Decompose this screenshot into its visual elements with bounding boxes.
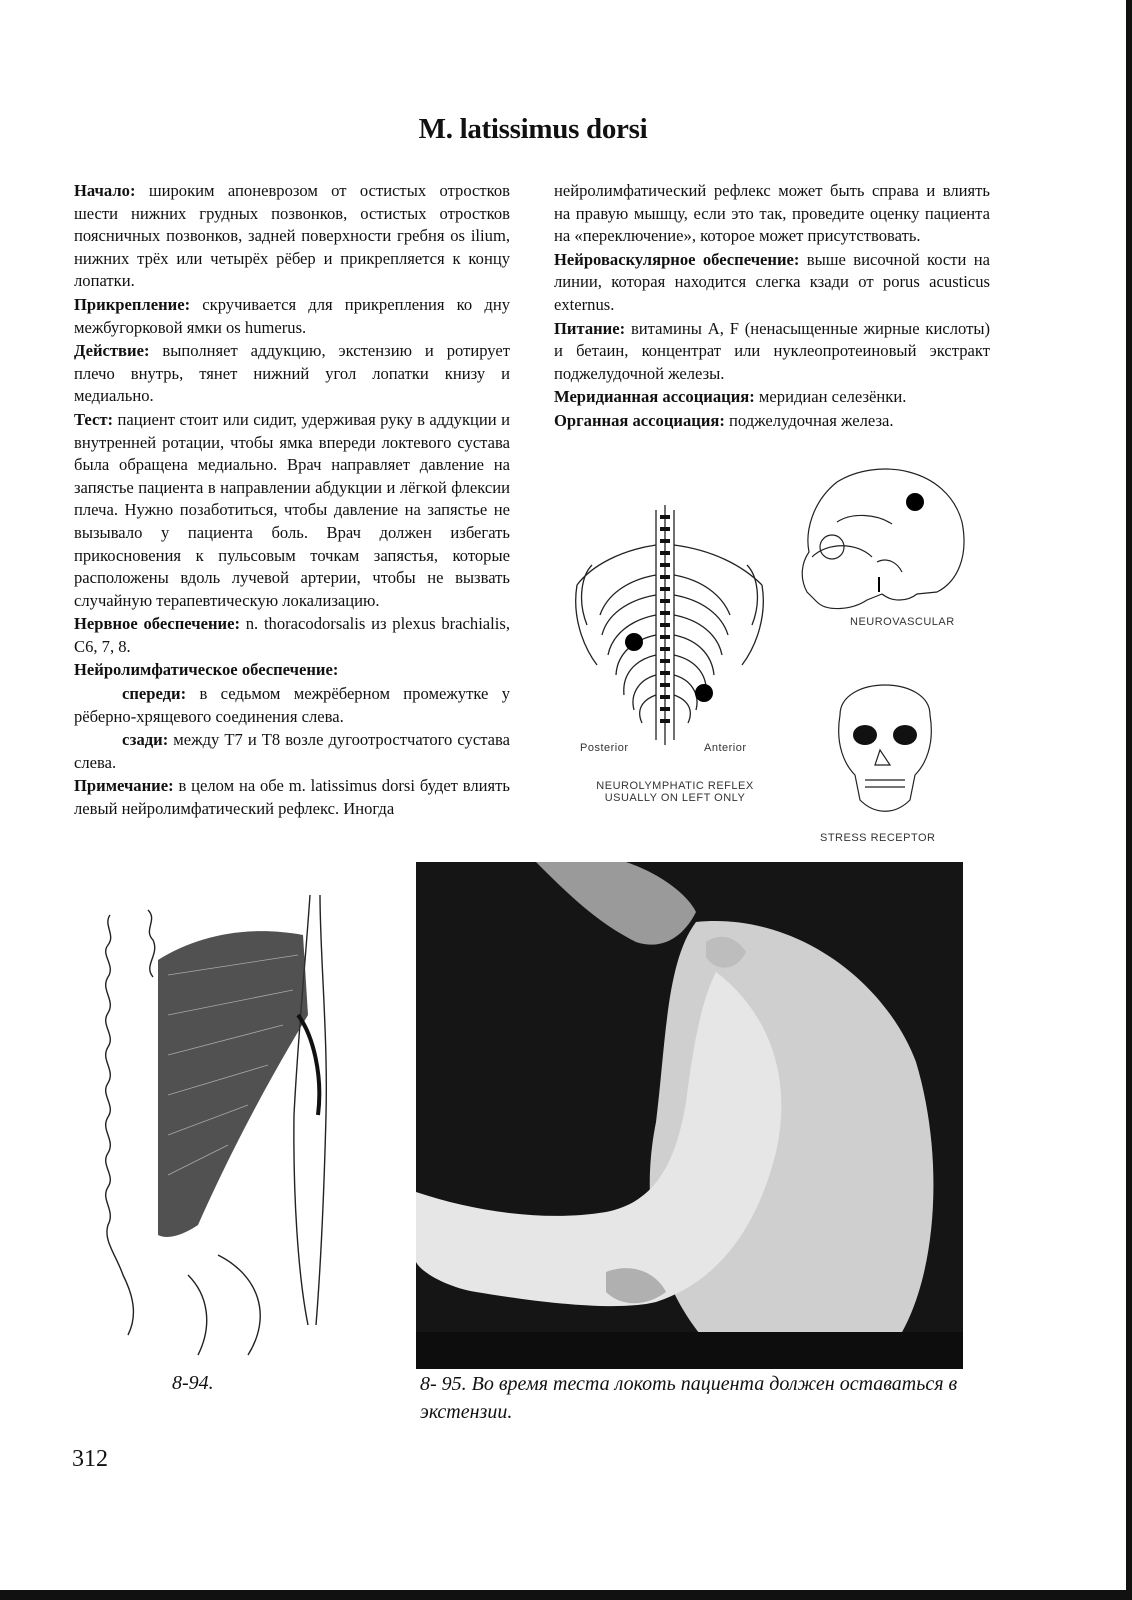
figure-8-94-caption: 8-94.	[172, 1372, 214, 1394]
neurovascular-point	[906, 493, 924, 511]
muscle-test-photo	[416, 862, 963, 1369]
text-note: в целом на обе m. latissimus dorsi будет влиять левый нейролимфатический рефлекс. Иногда	[74, 776, 510, 819]
skull-front-drawing	[820, 665, 950, 825]
latissimus-muscle-drawing	[98, 895, 348, 1360]
neurolymphatic-caption-line1: NEUROLYMPHATIC REFLEX	[596, 780, 754, 792]
right-column	[554, 180, 990, 434]
label-test: Тест:	[74, 409, 114, 429]
stress-receptor-left-eye	[853, 725, 877, 745]
text-organ: поджелудочная железа.	[724, 410, 894, 430]
label-neurolymphatic: Нейролимфатическое обеспечение:	[74, 660, 339, 680]
paragraph-neurovascular	[554, 249, 990, 317]
label-insertion: Прикрепление:	[74, 294, 191, 314]
text-nutrition: витамины A, F (ненасыщенные жирные кислоты) и бетаин, концентрат или нуклеопротеиновый экстракт поджелудочной железы.	[554, 318, 990, 383]
label-note: Примечание:	[74, 776, 174, 796]
skull-side-illustration	[797, 462, 972, 622]
label-anterior: спереди:	[122, 684, 187, 704]
label-nerve: Нервное обеспечение:	[74, 614, 240, 634]
label-action: Действие:	[74, 341, 150, 361]
stress-receptor-caption: STRESS RECEPTOR	[820, 832, 936, 844]
paragraph-note-continued	[554, 180, 990, 248]
latissimus-muscle-illustration	[98, 895, 348, 1360]
label-meridian: Меридианная ассоциация:	[554, 387, 755, 407]
label-anterior-figure: Anterior	[704, 742, 747, 754]
neurovascular-caption: NEUROVASCULAR	[850, 616, 955, 628]
text-nerve: n. thoracodorsalis из plexus brachialis, C6, 7, 8.	[74, 614, 510, 656]
paragraph-test	[74, 409, 510, 612]
stress-receptor-right-eye	[893, 725, 917, 745]
page-edge-bottom	[0, 1590, 1132, 1600]
label-origin: Начало:	[74, 181, 136, 200]
skull-front-illustration	[820, 665, 950, 825]
paragraph-note	[74, 775, 510, 820]
label-posterior-figure: Posterior	[580, 742, 629, 754]
text-meridian: меридиан селезёнки.	[754, 387, 907, 407]
paragraph-nerve	[74, 613, 510, 658]
label-organ: Органная ассоциация:	[554, 410, 725, 430]
paragraph-organ	[554, 410, 990, 433]
latissimus-muscle-belly	[158, 931, 308, 1237]
label-nutrition: Питание:	[554, 318, 626, 338]
text-insertion: скручивается для прикрепления ко дну межбугорковой ямки os humerus.	[74, 294, 510, 337]
skull-side-drawing	[797, 462, 972, 622]
neurolymphatic-caption	[570, 780, 780, 804]
spine-ribcage-illustration	[572, 505, 772, 760]
text-origin: широким апоневрозом от остистых отростков шести нижних грудных позвонков, остистых отростков поясничных позвонков, задней поверхности гребня os ilium, нижних трёх или четырёх рёбер и прикрепляется к концу лопатки.	[74, 181, 510, 291]
paragraph-origin	[74, 180, 510, 293]
page-number: 312	[72, 1446, 108, 1472]
neurolymphatic-caption-line2: USUALLY ON LEFT ONLY	[604, 792, 746, 804]
paragraph-nutrition	[554, 318, 990, 386]
paragraph-insertion	[74, 294, 510, 339]
page-edge-right	[1126, 0, 1132, 1600]
neurolymphatic-point-anterior	[695, 684, 713, 702]
page-title: M. latissimus dorsi	[418, 113, 648, 145]
paragraph-posterior	[74, 729, 510, 774]
text-posterior: между T7 и T8 возле дугоотростчатого сустава слева.	[74, 730, 510, 772]
text-test: пациент стоит или сидит, удерживая руку в аддукции и внутренней ротации, чтобы ямка впереди локтевого сустава была обращена медиально. Врач направляет давление на запястье пациента в направлении абдукции и лёгкой флексии плеча. Нужно позаботиться, чтобы давление на запястье не вызывало у пациента боль. Врач должен избегать прикосновения к пульсовым точкам запястья, которые расположены вдоль лучевой артерии, чтобы не вызвать случайную терапевтическую локализацию.	[74, 409, 510, 610]
paragraph-action	[74, 340, 510, 408]
text-neurovascular: выше височной кости на линии, которая находится слегка кзади от porus acusticus externus.	[554, 249, 990, 314]
muscle-test-photo-drawing	[416, 862, 963, 1369]
label-posterior: сзади:	[122, 730, 169, 750]
text-anterior: в седьмом межрёберном промежутке у рёберно-хрящевого соединения слева.	[74, 684, 510, 726]
text-action: выполняет аддукцию, экстензию и ротирует плечо внутрь, тянет нижний угол лопатки книзу и медиально.	[74, 341, 510, 406]
paragraph-anterior	[74, 683, 510, 728]
text-note-continued: нейролимфатический рефлекс может быть справа и влиять на правую мышцу, если это так, проведите оценку пациента на «переключение», которое может присутствовать.	[554, 181, 990, 246]
figure-8-95-caption: 8- 95. Во время теста локоть пациента должен оставаться в экстензии.	[420, 1373, 958, 1423]
paragraph-neurolymphatic-heading	[74, 659, 510, 682]
label-neurovascular: Нейроваскулярное обеспечение:	[554, 249, 800, 269]
spine-ribcage-drawing	[572, 505, 772, 760]
neurolymphatic-point-posterior	[625, 633, 643, 651]
left-column	[74, 180, 510, 822]
paragraph-meridian	[554, 386, 990, 409]
